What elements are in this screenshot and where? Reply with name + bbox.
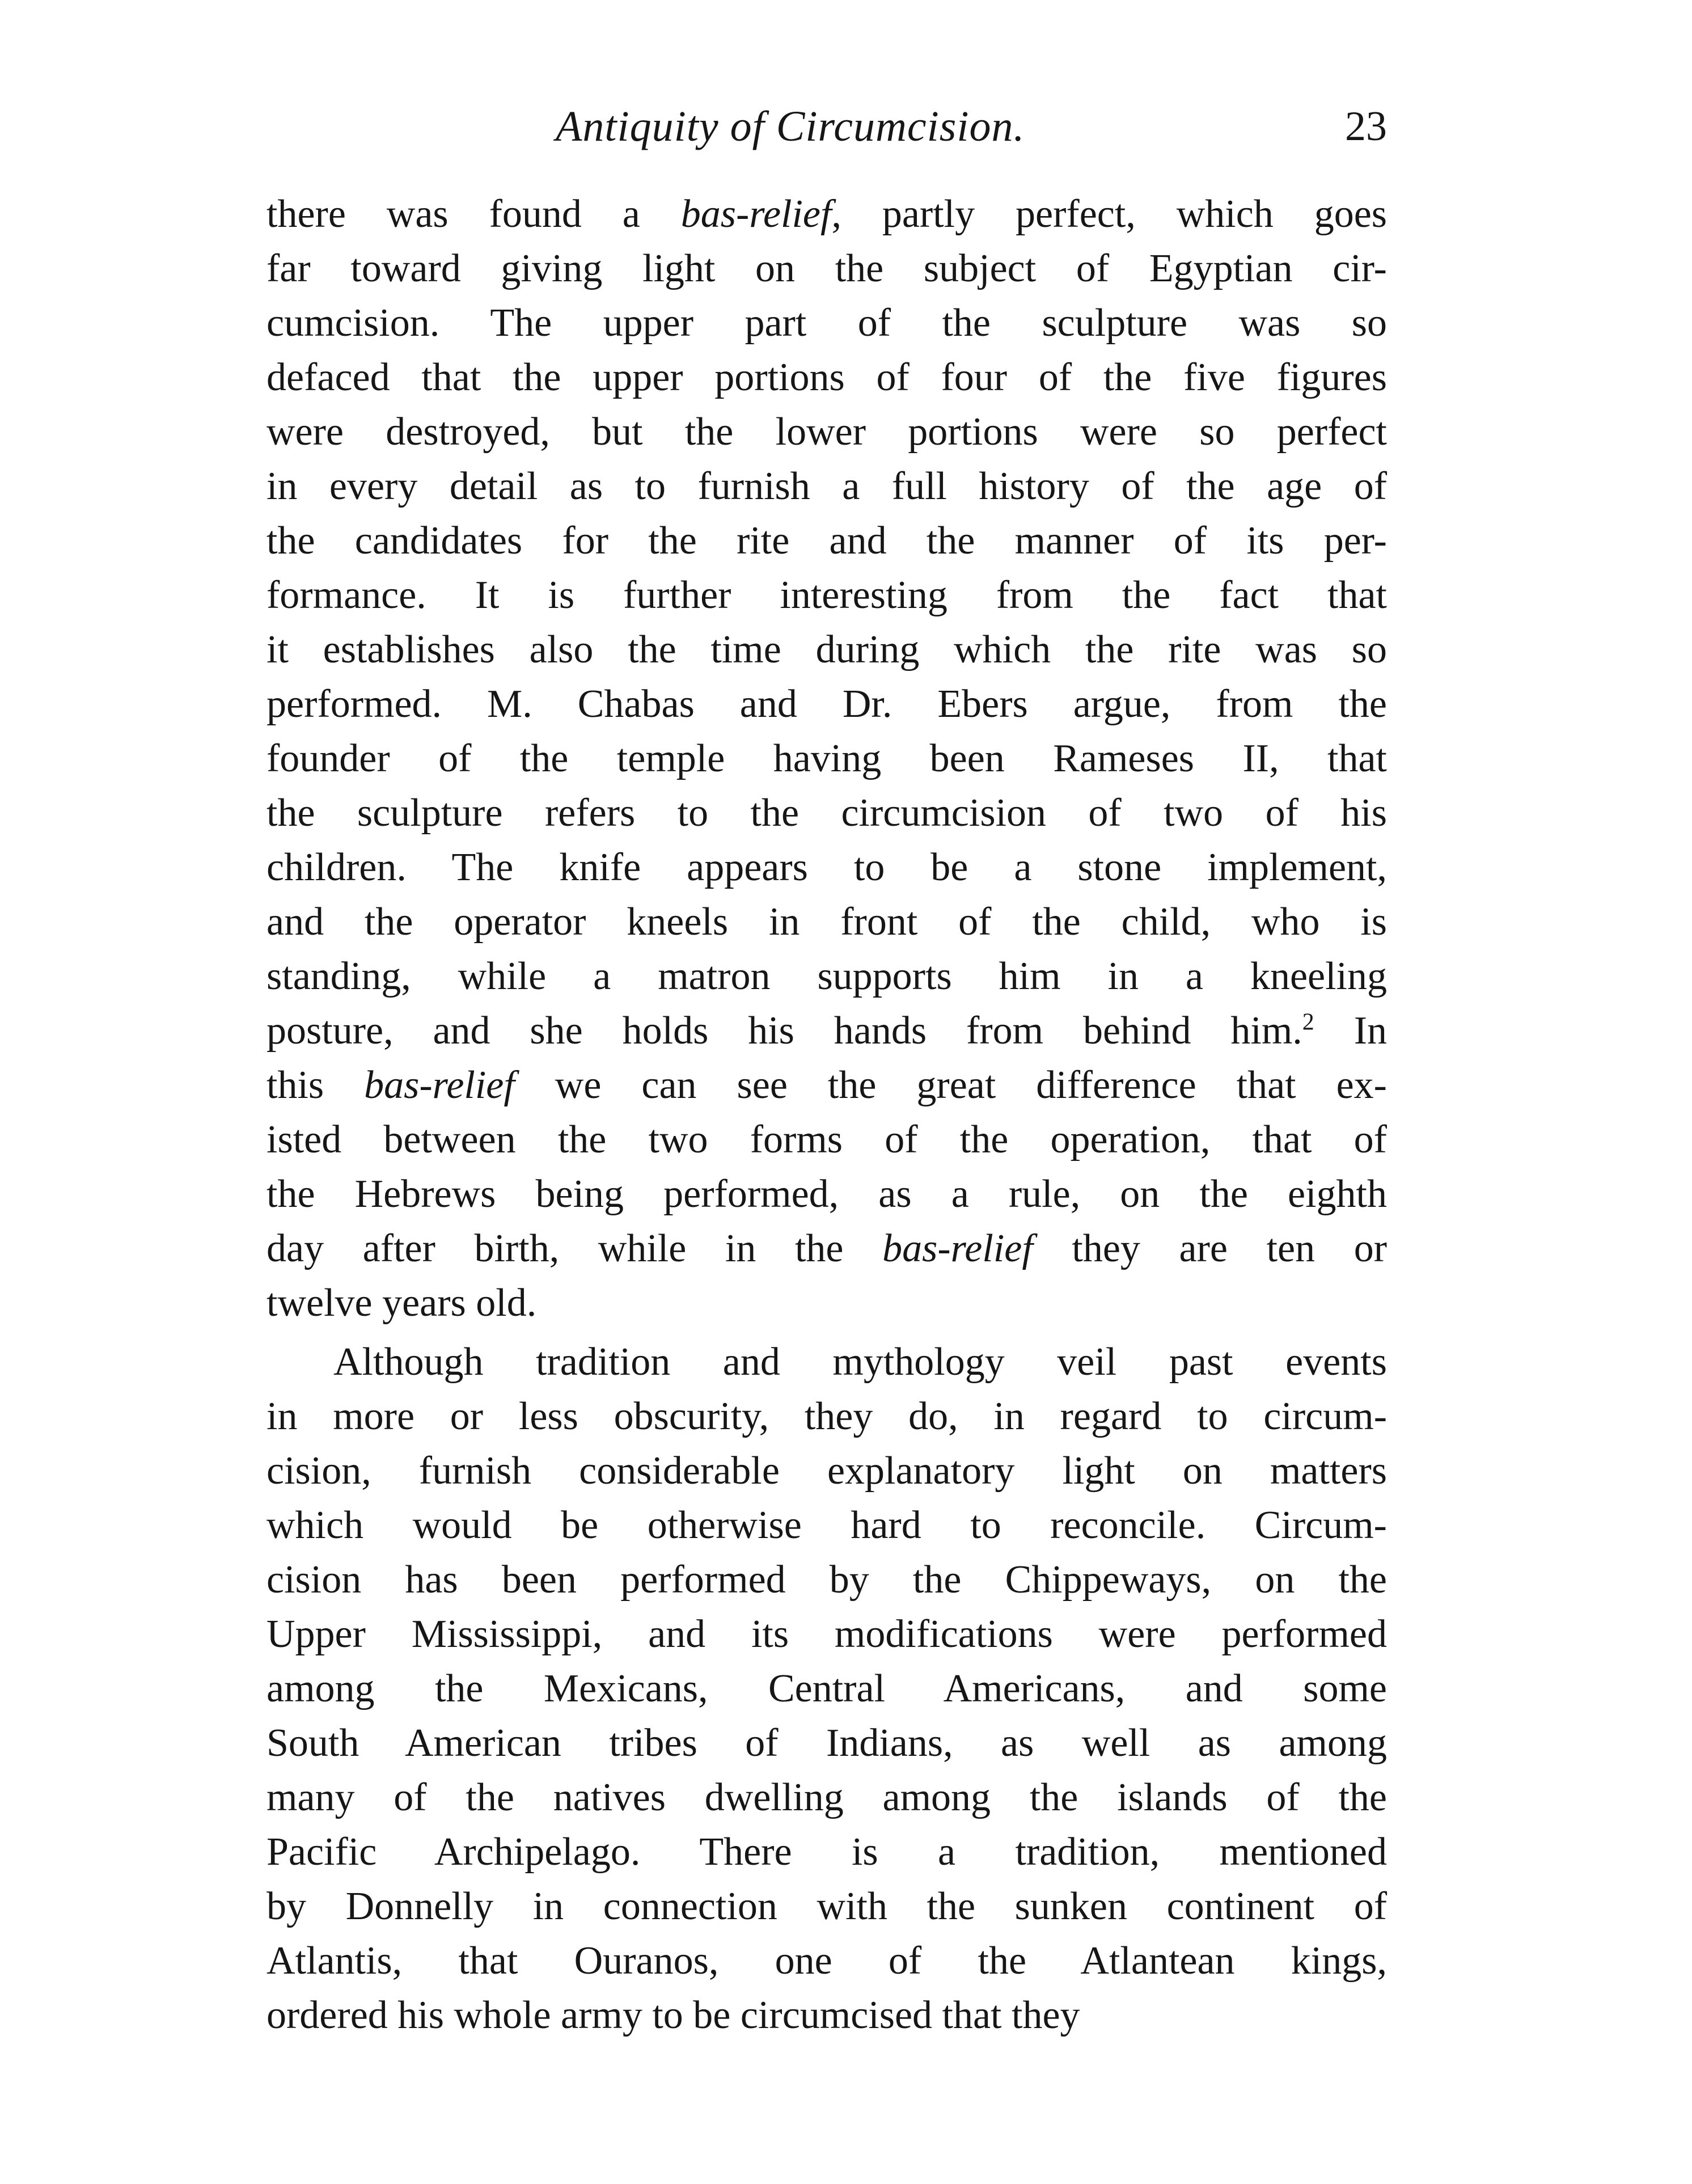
text-line xyxy=(267,786,1387,840)
text-segment: the Hebrews being performed, as a rule, on the eighth xyxy=(267,1172,1387,1216)
text-segment: it establishes also the time during which the rite was so xyxy=(267,628,1387,671)
text-segment: far toward giving light on the subject of Egyptian cir- xyxy=(267,247,1387,290)
text-segment: this xyxy=(267,1063,365,1107)
text-segment: In xyxy=(1314,1009,1388,1053)
text-line xyxy=(267,1607,1387,1662)
text-line xyxy=(267,187,1387,242)
text-segment: and the operator kneels in front of the child, who is xyxy=(267,900,1387,944)
text-segment: founder of the temple having been Rameses II, that xyxy=(267,737,1387,780)
text-segment: formance. It is further interesting from the fact that xyxy=(267,573,1387,617)
text-line xyxy=(267,568,1387,623)
text-segment: there was found a xyxy=(267,192,681,236)
page-number: 23 xyxy=(1345,103,1387,150)
italic-term: bas-relief xyxy=(882,1227,1033,1270)
text-line xyxy=(267,1113,1387,1167)
text-line xyxy=(267,1879,1387,1934)
text-line xyxy=(267,1716,1387,1771)
text-line xyxy=(267,1004,1387,1058)
text-segment: performed. M. Chabas and Dr. Ebers argue, from the xyxy=(267,682,1387,726)
text-segment: Atlantis, that Ouranos, one of the Atlantean kings, xyxy=(267,1939,1387,1983)
text-segment: posture, and she holds his hands from behind him. xyxy=(267,1009,1302,1053)
text-segment: the candidates for the rite and the manner of its per- xyxy=(267,519,1387,563)
text-line xyxy=(267,1444,1387,1498)
text-segment: in more or less obscurity, they do, in regard to circum- xyxy=(267,1395,1387,1438)
text-line xyxy=(267,242,1387,296)
text-segment: defaced that the upper portions of four of the five figures xyxy=(267,356,1387,399)
text-segment: they are ten or xyxy=(1033,1227,1388,1270)
text-line xyxy=(267,1389,1387,1444)
paragraph xyxy=(267,1335,1387,2043)
text-line xyxy=(267,296,1387,350)
text-segment: cision, furnish considerable explanatory light on matters xyxy=(267,1449,1387,1493)
italic-term: bas-relief xyxy=(680,192,832,236)
paragraph xyxy=(267,187,1387,1330)
text-segment: standing, while a matron supports him in a kneeling xyxy=(267,954,1387,998)
text-segment: ordered his whole army to be circumcised that they xyxy=(267,1993,1080,2037)
text-segment: twelve years old. xyxy=(267,1281,537,1325)
text-segment: day after birth, while in the xyxy=(267,1227,883,1270)
running-head xyxy=(267,95,1387,158)
text-line xyxy=(267,949,1387,1004)
text-line xyxy=(267,350,1387,405)
text-segment: Upper Mississippi, and its modifications were performed xyxy=(267,1612,1387,1656)
text-segment: the sculpture refers to the circumcision of two of his xyxy=(267,791,1387,835)
text-segment: were destroyed, but the lower portions were so perfect xyxy=(267,410,1387,454)
text-segment: cumcision. The upper part of the sculpture was so xyxy=(267,301,1387,345)
text-line xyxy=(267,514,1387,568)
text-line xyxy=(267,1934,1387,1988)
text-line xyxy=(267,1771,1387,1825)
text-line xyxy=(267,623,1387,677)
text-segment: among the Mexicans, Central Americans, and some xyxy=(267,1667,1387,1710)
text-line xyxy=(267,1553,1387,1607)
text-line xyxy=(267,677,1387,732)
running-title: Antiquity of Circumcision. xyxy=(556,103,1025,150)
text-line xyxy=(267,405,1387,459)
text-segment: we can see the great difference that ex- xyxy=(514,1063,1387,1107)
italic-term: bas-relief xyxy=(364,1063,515,1107)
body-text xyxy=(267,187,1387,2043)
text-segment: isted between the two forms of the operation, that of xyxy=(267,1118,1387,1161)
text-segment: children. The knife appears to be a stone implement, xyxy=(267,846,1387,889)
text-segment: , partly perfect, which goes xyxy=(831,192,1388,236)
text-segment: which would be otherwise hard to reconcile. Circum- xyxy=(267,1503,1387,1547)
text-segment: in every detail as to furnish a full history of the age of xyxy=(267,464,1387,508)
text-line xyxy=(267,459,1387,514)
text-segment: Pacific Archipelago. There is a tradition, mentioned xyxy=(267,1830,1387,1874)
text-line xyxy=(267,1058,1387,1113)
text-segment: many of the natives dwelling among the islands of the xyxy=(267,1776,1387,1819)
text-line xyxy=(267,1276,1387,1330)
text-line xyxy=(267,1825,1387,1879)
text-line xyxy=(267,1662,1387,1716)
text-line xyxy=(267,1222,1387,1276)
text-line xyxy=(267,732,1387,786)
text-line xyxy=(267,1335,1387,1389)
text-segment: by Donnelly in connection with the sunken continent of xyxy=(267,1885,1387,1928)
text-line xyxy=(267,1498,1387,1553)
text-line xyxy=(267,1167,1387,1222)
text-line xyxy=(267,895,1387,949)
text-line xyxy=(267,1988,1387,2043)
text-segment: cision has been performed by the Chippeways, on the xyxy=(267,1558,1387,1602)
text-segment: Although tradition and mythology veil past events xyxy=(333,1340,1387,1384)
footnote-marker: 2 xyxy=(1302,1009,1314,1036)
text-line xyxy=(267,840,1387,895)
text-segment: South American tribes of Indians, as well as among xyxy=(267,1721,1387,1765)
